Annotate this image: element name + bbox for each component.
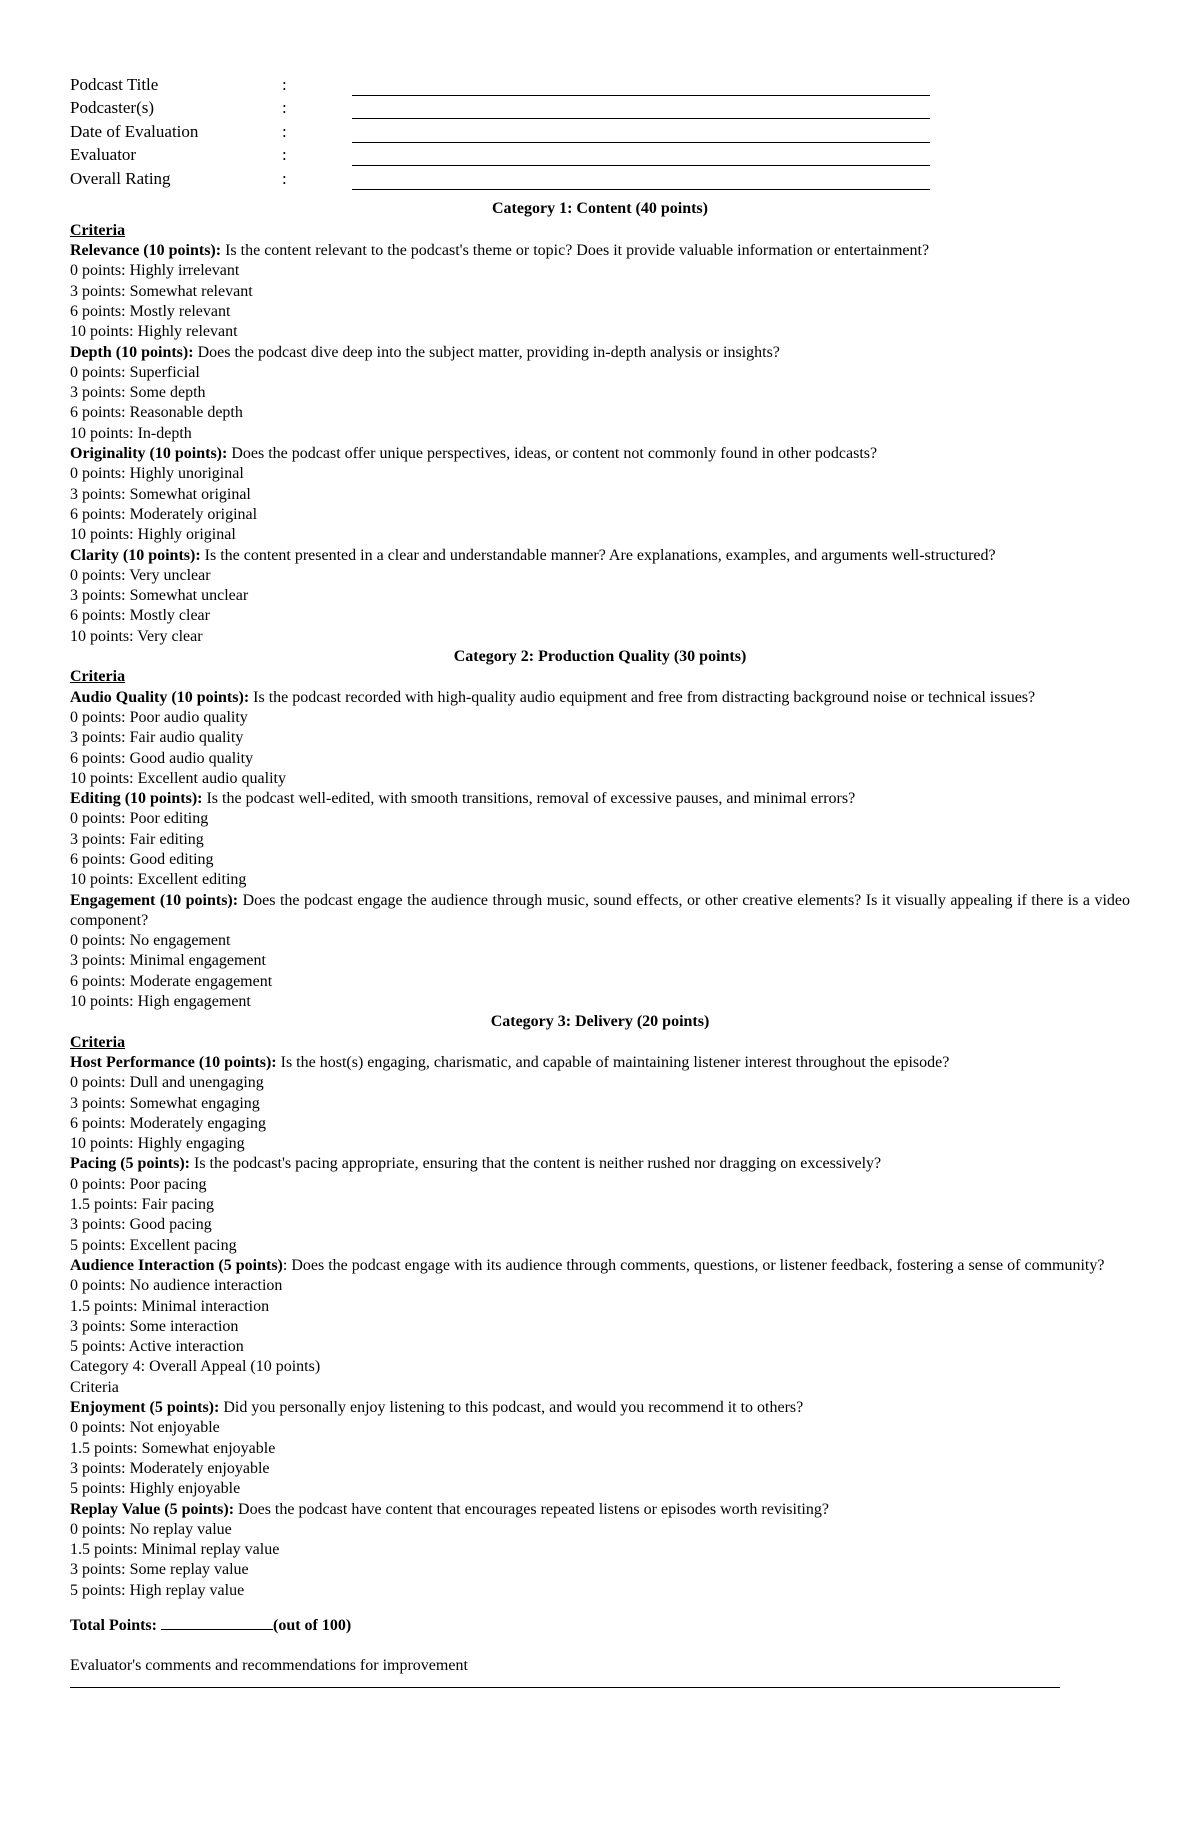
- score-option: 3 points: Minimal engagement: [70, 952, 266, 970]
- score-option: 6 points: Moderately original: [70, 505, 258, 523]
- score-option: 6 points: Good audio quality: [70, 749, 254, 767]
- criterion-name: Clarity (10 points):: [70, 546, 201, 564]
- score-option: 3 points: Somewhat engaging: [70, 1094, 260, 1112]
- criterion-name: Relevance (10 points):: [70, 242, 222, 260]
- criterion-name: Replay Value (5 points):: [70, 1500, 235, 1518]
- criterion-question: [70, 343, 1130, 363]
- score-option: 3 points: Some depth: [70, 384, 206, 402]
- category-title: Category 3: Delivery (20 points): [490, 1013, 710, 1031]
- score-option: 1.5 points: Somewhat enjoyable: [70, 1439, 276, 1457]
- category-title: Category 1: Content (40 points): [492, 199, 708, 217]
- total-suffix: (out of 100): [272, 1616, 352, 1634]
- score-option: 0 points: Dull and unengaging: [70, 1074, 264, 1092]
- criterion-name: Host Performance (10 points):: [70, 1053, 277, 1071]
- score-option: 3 points: Fair editing: [70, 830, 204, 848]
- score-option: 0 points: No engagement: [70, 932, 231, 950]
- score-option: 0 points: Superficial: [70, 363, 200, 381]
- criteria-heading: Criteria: [70, 221, 126, 239]
- score-option: 10 points: In-depth: [70, 424, 192, 442]
- criterion-name: Editing (10 points):: [70, 790, 203, 808]
- criterion-name: Depth (10 points):: [70, 343, 194, 361]
- score-option: 1.5 points: Minimal interaction: [70, 1297, 270, 1315]
- header-label: Date of Evaluation: [70, 121, 199, 141]
- criterion-text: Does the podcast dive deep into the subject matter, providing in-depth analysis or insights?: [197, 343, 780, 361]
- criterion-question: [70, 1256, 1130, 1276]
- criterion-text: Did you personally enjoy listening to this podcast, and would you recommend it to others?: [223, 1399, 804, 1417]
- criterion-question: [70, 891, 1130, 932]
- criterion-question: [70, 1053, 1130, 1073]
- criterion-question: [70, 1154, 1130, 1174]
- score-option: 3 points: Some interaction: [70, 1317, 239, 1335]
- score-option: 3 points: Somewhat relevant: [70, 282, 253, 300]
- header-row: [70, 72, 930, 95]
- criterion-question: [70, 1398, 1130, 1418]
- total-label: Total Points:: [70, 1616, 157, 1634]
- header-fields: [70, 72, 930, 190]
- criterion-question: [70, 789, 1130, 809]
- criterion-name: Audio Quality (10 points):: [70, 688, 250, 706]
- score-option: 6 points: Reasonable depth: [70, 404, 243, 422]
- score-option: 3 points: Somewhat original: [70, 485, 251, 503]
- header-label: Overall Rating: [70, 168, 171, 188]
- category-title: Category 2: Production Quality (30 points): [453, 648, 747, 666]
- score-option: 0 points: Very unclear: [70, 566, 211, 584]
- score-option: 3 points: Some replay value: [70, 1561, 249, 1579]
- comments-blank-line[interactable]: [70, 1677, 1060, 1688]
- criteria-heading: Criteria: [70, 1033, 126, 1051]
- header-colon: :: [282, 168, 287, 188]
- score-option: 0 points: No audience interaction: [70, 1277, 283, 1295]
- header-blank-line[interactable]: [352, 142, 930, 166]
- header-colon: :: [282, 74, 287, 94]
- score-option: 5 points: Active interaction: [70, 1338, 244, 1356]
- criterion-text: Is the podcast well-edited, with smooth transitions, removal of excessive pauses, and minimal errors?: [206, 790, 856, 808]
- criterion-question: [70, 444, 1130, 464]
- header-row: [70, 166, 930, 190]
- score-option: 0 points: Poor editing: [70, 810, 209, 828]
- header-row: [70, 95, 930, 119]
- criterion-text: Is the host(s) engaging, charismatic, and capable of maintaining listener interest throughout the episode?: [280, 1053, 950, 1071]
- criterion-name: Originality (10 points):: [70, 445, 228, 463]
- score-option: 1.5 points: Fair pacing: [70, 1196, 214, 1214]
- score-option: 0 points: Poor pacing: [70, 1175, 207, 1193]
- score-option: 10 points: Highly original: [70, 526, 236, 544]
- score-option: 1.5 points: Minimal replay value: [70, 1541, 280, 1559]
- criterion-name: Engagement (10 points):: [70, 891, 239, 909]
- score-option: 6 points: Good editing: [70, 851, 214, 868]
- score-option: 10 points: Highly relevant: [70, 323, 238, 341]
- criterion-text: Is the podcast recorded with high-quality audio equipment and free from distracting background noise or technical issues?: [253, 688, 1036, 706]
- score-option: 5 points: Excellent pacing: [70, 1236, 237, 1254]
- comments-label: Evaluator's comments and recommendations for improvement: [70, 1657, 468, 1675]
- score-option: 10 points: Excellent audio quality: [70, 769, 286, 787]
- header-colon: :: [282, 121, 287, 141]
- score-option: 0 points: Poor audio quality: [70, 708, 248, 726]
- header-blank-line[interactable]: [352, 119, 930, 143]
- header-colon: :: [282, 145, 287, 165]
- total-blank-line[interactable]: [161, 1615, 273, 1630]
- criterion-text: Does the podcast offer unique perspectives, ideas, or content not commonly found in other podcasts?: [231, 445, 878, 463]
- rubric-document: [70, 72, 1130, 1688]
- score-option: 6 points: Mostly relevant: [70, 302, 231, 320]
- score-option: 3 points: Fair audio quality: [70, 729, 244, 747]
- header-blank-line[interactable]: [352, 95, 930, 119]
- criteria-heading: Criteria: [70, 668, 126, 686]
- score-option: 0 points: Highly irrelevant: [70, 262, 240, 280]
- total-points: [70, 1615, 1130, 1636]
- score-option: 5 points: High replay value: [70, 1581, 245, 1599]
- criterion-name: Pacing (5 points):: [70, 1155, 190, 1173]
- header-row: [70, 142, 930, 166]
- header-label: Evaluator: [70, 145, 137, 165]
- score-option: 6 points: Moderately engaging: [70, 1114, 266, 1132]
- score-option: 10 points: Very clear: [70, 627, 203, 645]
- score-option: 3 points: Somewhat unclear: [70, 587, 249, 605]
- header-label: Podcast Title: [70, 74, 159, 94]
- score-option: 0 points: Highly unoriginal: [70, 465, 244, 483]
- criterion-question: [70, 1500, 1130, 1520]
- criterion-text: Does the podcast have content that encourages repeated listens or episodes worth revisiting?: [238, 1500, 829, 1518]
- header-blank-line[interactable]: [352, 166, 930, 190]
- score-option: 6 points: Mostly clear: [70, 607, 210, 625]
- criterion-text: Is the podcast's pacing appropriate, ensuring that the content is neither rushed nor dragging on excessively?: [194, 1155, 882, 1173]
- criterion-question: [70, 688, 1130, 708]
- criterion-question: [70, 241, 1130, 261]
- criterion-text: Is the content relevant to the podcast's theme or topic? Does it provide valuable information or entertainment?: [225, 242, 930, 260]
- criteria-heading: Criteria: [70, 1378, 119, 1396]
- score-option: 10 points: Excellent editing: [70, 871, 247, 889]
- criterion-question: [70, 546, 1130, 566]
- header-blank-line[interactable]: [352, 72, 930, 95]
- header-row: [70, 119, 930, 143]
- score-option: 10 points: High engagement: [70, 993, 251, 1011]
- criterion-text: Does the podcast engage the audience through music, sound effects, or other creative elements? Is it visually appealing if there is a video component?: [70, 891, 1131, 929]
- score-option: 0 points: Not enjoyable: [70, 1419, 220, 1437]
- score-option: 5 points: Highly enjoyable: [70, 1480, 241, 1498]
- criterion-name: Enjoyment (5 points):: [70, 1399, 220, 1417]
- criterion-text: Is the content presented in a clear and understandable manner? Are explanations, examples, and arguments well-structured?: [204, 546, 996, 564]
- score-option: 6 points: Moderate engagement: [70, 972, 273, 990]
- criterion-text: : Does the podcast engage with its audience through comments, questions, or listener feedback, fostering a sense of community?: [282, 1256, 1105, 1274]
- header-label: Podcaster(s): [70, 98, 155, 118]
- criterion-name: Audience Interaction (5 points): [70, 1256, 283, 1274]
- score-option: 0 points: No replay value: [70, 1520, 232, 1538]
- header-colon: :: [282, 98, 287, 118]
- score-option: 3 points: Moderately enjoyable: [70, 1459, 270, 1477]
- category-title: Category 4: Overall Appeal (10 points): [70, 1358, 321, 1376]
- score-option: 3 points: Good pacing: [70, 1216, 212, 1234]
- score-option: 10 points: Highly engaging: [70, 1135, 245, 1153]
